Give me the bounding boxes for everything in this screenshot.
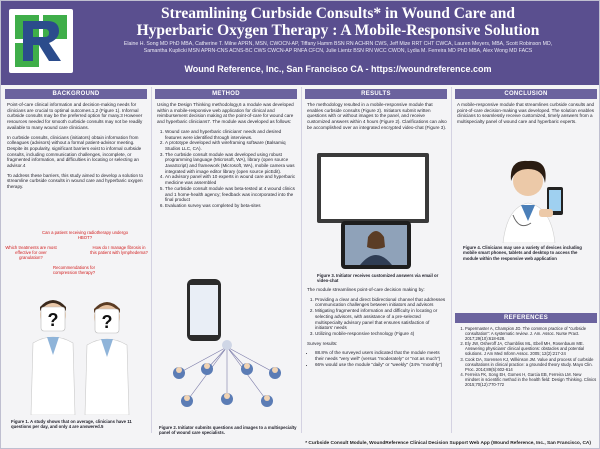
conclusion-paragraph: A mobile-responsive module that streamlines curbside consults and point-of-care decision-making was developed. The solution enables clinicians to seamlessly receive customized, timely answers from a multispecialty panel of wound care and hyperbaric experts. bbox=[457, 102, 595, 125]
author-list bbox=[83, 41, 593, 55]
column-divider bbox=[301, 87, 302, 433]
background-text bbox=[7, 102, 147, 194]
results-item: 3. Utilizing mobile-responsive technology (Figure 4) bbox=[315, 331, 447, 337]
figure-4-caption: Figure 4. Clinicians may use a variety of devices including mobile smart phones, tablets and desktop to access the module within the responsive web application bbox=[463, 245, 582, 261]
laptop-screen bbox=[321, 157, 425, 219]
background-paragraph: To address these barriers, this study aimed to develop a solution to streamline curbside consults in wound care and hyperbaric oxygen therapy. bbox=[7, 172, 144, 190]
survey-item: • 66% would use the module "daily" or "weekly" (34% "monthly") bbox=[315, 362, 447, 368]
title-line-2: Hyperbaric Oxygen Therapy : A Mobile-Responsive Solution bbox=[136, 22, 540, 39]
tablet-illustration bbox=[341, 221, 411, 269]
phone-illustration bbox=[187, 279, 221, 341]
phone-screen bbox=[190, 285, 218, 335]
method-intro: Using the Design Thinking methodology,6 a module was developed within a mobile-responsive web application for clinical and reimbursement decision making at the point-of-care for wound care and hyperbaric clinicians7. The module was developed as follows: bbox=[157, 102, 294, 125]
footer-note: * Curbside Consult Module, WoundReference Clinical Decision Support Web App (Wound Reference, Inc., San Francisco, CA) bbox=[305, 441, 591, 446]
method-step: 6. Evaluation survey was completed by beta-sites bbox=[165, 203, 297, 209]
background-heading: BACKGROUND bbox=[5, 89, 147, 99]
organization: Wound Reference, Inc., San Francisco CA - https://woundreference.com bbox=[184, 64, 492, 74]
method-step: 1. Wound care and hyperbaric clinicians' needs and desired features were identified through interviews. bbox=[165, 129, 297, 140]
references-heading: REFERENCES bbox=[455, 313, 597, 323]
results-item: 2. Mitigating fragmented information and difficulty in locating or selecting advisors, with assistance of a pre-selected multispecialty advisory panel that ensures satisfaction of initiators' needs bbox=[315, 308, 447, 331]
svg-text:?: ? bbox=[101, 312, 113, 332]
clinician-with-phone-icon bbox=[473, 151, 583, 243]
laptop-illustration bbox=[317, 153, 429, 223]
video-chat-screen bbox=[345, 225, 407, 265]
figure-1-caption: Figure 1. A study shows that on average, clinicians have 11 questions per day, and only 4 are answered.5 bbox=[11, 419, 132, 430]
poster-title bbox=[83, 5, 593, 39]
method-step: 3. The curbside consult module was developed using robust programming language (Microsoft, WA), library (open source JavaScript) and framework (Microsoft, WA), mobile camera was integrated with image editor library (open source picEdit). bbox=[165, 152, 297, 175]
results-intro bbox=[307, 102, 447, 135]
references-list bbox=[457, 326, 597, 391]
advisory-panel-network-icon bbox=[157, 339, 297, 423]
results-paragraph: The methodology resulted in a mobile-responsive module that enables curbside consults (Figure 2). Initiators submit written questions with or without images to the panel, and receive customized answers within 4 hours (Figure 2). Clarifications can also be accomplished over an integrated encrypted video-chat (Figure 3). bbox=[307, 102, 447, 130]
question-bubble: Which treatments are most effective for over granulation? bbox=[5, 245, 57, 261]
logo bbox=[9, 9, 73, 73]
survey-item: • 88.8% of the surveyed users indicated that the module meets their needs "very well" (versus "moderately" or "not as much") bbox=[315, 350, 447, 361]
method-step: 4. An advisory panel with 10 experts in wound care and hyperbaric medicine was assembled bbox=[165, 174, 297, 185]
column-divider bbox=[151, 87, 152, 433]
results-item: 1. Providing a clear and direct bidirectional channel that addresses communication challenges between initiators and advisors bbox=[315, 297, 447, 308]
method-text bbox=[157, 102, 297, 213]
figure-3-caption: Figure 3. Initiator receives customized answers via email or video-chat bbox=[317, 273, 439, 284]
title-line-1: Streamlining Curbside Consults* in Wound Care and bbox=[160, 5, 516, 22]
reference-item: 3. Cook DA, Sorensen KJ, Wilkinson JM. Value and process of curbside consultations in clinical practice: a grounded theory study. Mayo Clin. Proc. 2014;89(5):602-614 bbox=[465, 357, 597, 372]
question-bubble: How do I manage fibrosis in this patient with lymphedema? bbox=[90, 245, 148, 256]
authors-line-1: Elaine H. Song MD PhD MBA, Catherine T. Milne APRN, MSN, CWOCN-AP, Tiffany Hamm BSN RN ACHRN CWS, Jeff Mize RRT CHT CWCA, Lauren Meyers, MBA, Scott Robinson MD, bbox=[123, 41, 553, 47]
survey-heading: Survey results: bbox=[307, 340, 338, 346]
background-paragraph: Point-of-care clinical information and decision-making needs for clinicians are crucial to optimal outcomes.1,2 (Figure 1). Informal curbside consults may be the preferred option for many.3 However resources needed for smooth curbside consults may not be readily available to many wound care clinicians. bbox=[7, 102, 143, 130]
conclusion-text bbox=[457, 102, 597, 129]
method-steps bbox=[157, 129, 297, 209]
figure-2-caption: Figure 2. Initiator submits questions and images to a multispecialty panel of wound care specialists. bbox=[159, 425, 297, 436]
conclusion-heading: CONCLUSION bbox=[455, 89, 597, 99]
results-paragraph: The module streamlines point-of-care decision making by: bbox=[307, 287, 425, 292]
reference-item: 1. Papermaster A, Champion JD. The common practice of "curbside consultation": A systematic review. J. Am. Assoc. Nurse Pract. 2017;29(10):618-628. bbox=[465, 326, 597, 341]
results-heading: RESULTS bbox=[305, 89, 447, 99]
method-step: 2. A prototype developed with wireframing software (Balsamiq Studios LLC, CA). bbox=[165, 140, 297, 151]
survey-list bbox=[307, 350, 447, 367]
reference-item: 2. Ely JW, Osheroff JA, Chambliss ML, Ebell MH, Rosenbaum ME. Answering physicians' clinical questions: obstacles and potential solutions. J Am Med Inform Assoc. 2005; 12(2):217-24 bbox=[465, 341, 597, 356]
references-ordered-list bbox=[457, 326, 597, 387]
video-chat-person-icon bbox=[345, 225, 407, 265]
background-paragraph: In curbside consults, clinicians (initiators) obtain information from colleagues (advisors) without a formal patient-advisor meeting. Despite its popularity, significant barriers exist to informal curbside consults, including communication challenges, incomplete, or fragmented information, and difficulties in locating or selecting an advisor.4 bbox=[7, 134, 142, 169]
method-step: 5. The curbside consult module was beta-tested at 4 wound clinics and 1 home-health agency; feedback was incorporated into the final product bbox=[165, 186, 297, 203]
authors-line-2: Samantha Kuplicki MSN APRN-CNS ACNS-BC CWS CWCN-AP RNFA CFCN, Julie Lientz BSN RN WCC CWON, Lydia M. Ferreira MD PhD MBA, Alex Wong MD FACS bbox=[143, 48, 533, 55]
wound-reference-logo-icon bbox=[9, 9, 73, 73]
svg-text:?: ? bbox=[47, 310, 59, 330]
question-bubble: Can a patient receiving radiotherapy undergo HBOT? bbox=[42, 230, 128, 241]
doctors-question-illustration-icon bbox=[21, 293, 141, 415]
column-divider bbox=[451, 87, 452, 433]
results-details bbox=[307, 287, 447, 371]
reference-item: 4. Ferreira FK, Song EH, Gomes H, Garcia EB, Ferreira LM. New mindset in scientific method in the health field: Design Thinking. Clinics 2015;70(12):770-772 bbox=[465, 372, 597, 387]
results-list bbox=[307, 297, 447, 337]
poster-header bbox=[1, 1, 599, 85]
question-bubble: Recommendations for compression therapy? bbox=[52, 265, 96, 276]
method-heading: METHOD bbox=[155, 89, 297, 99]
